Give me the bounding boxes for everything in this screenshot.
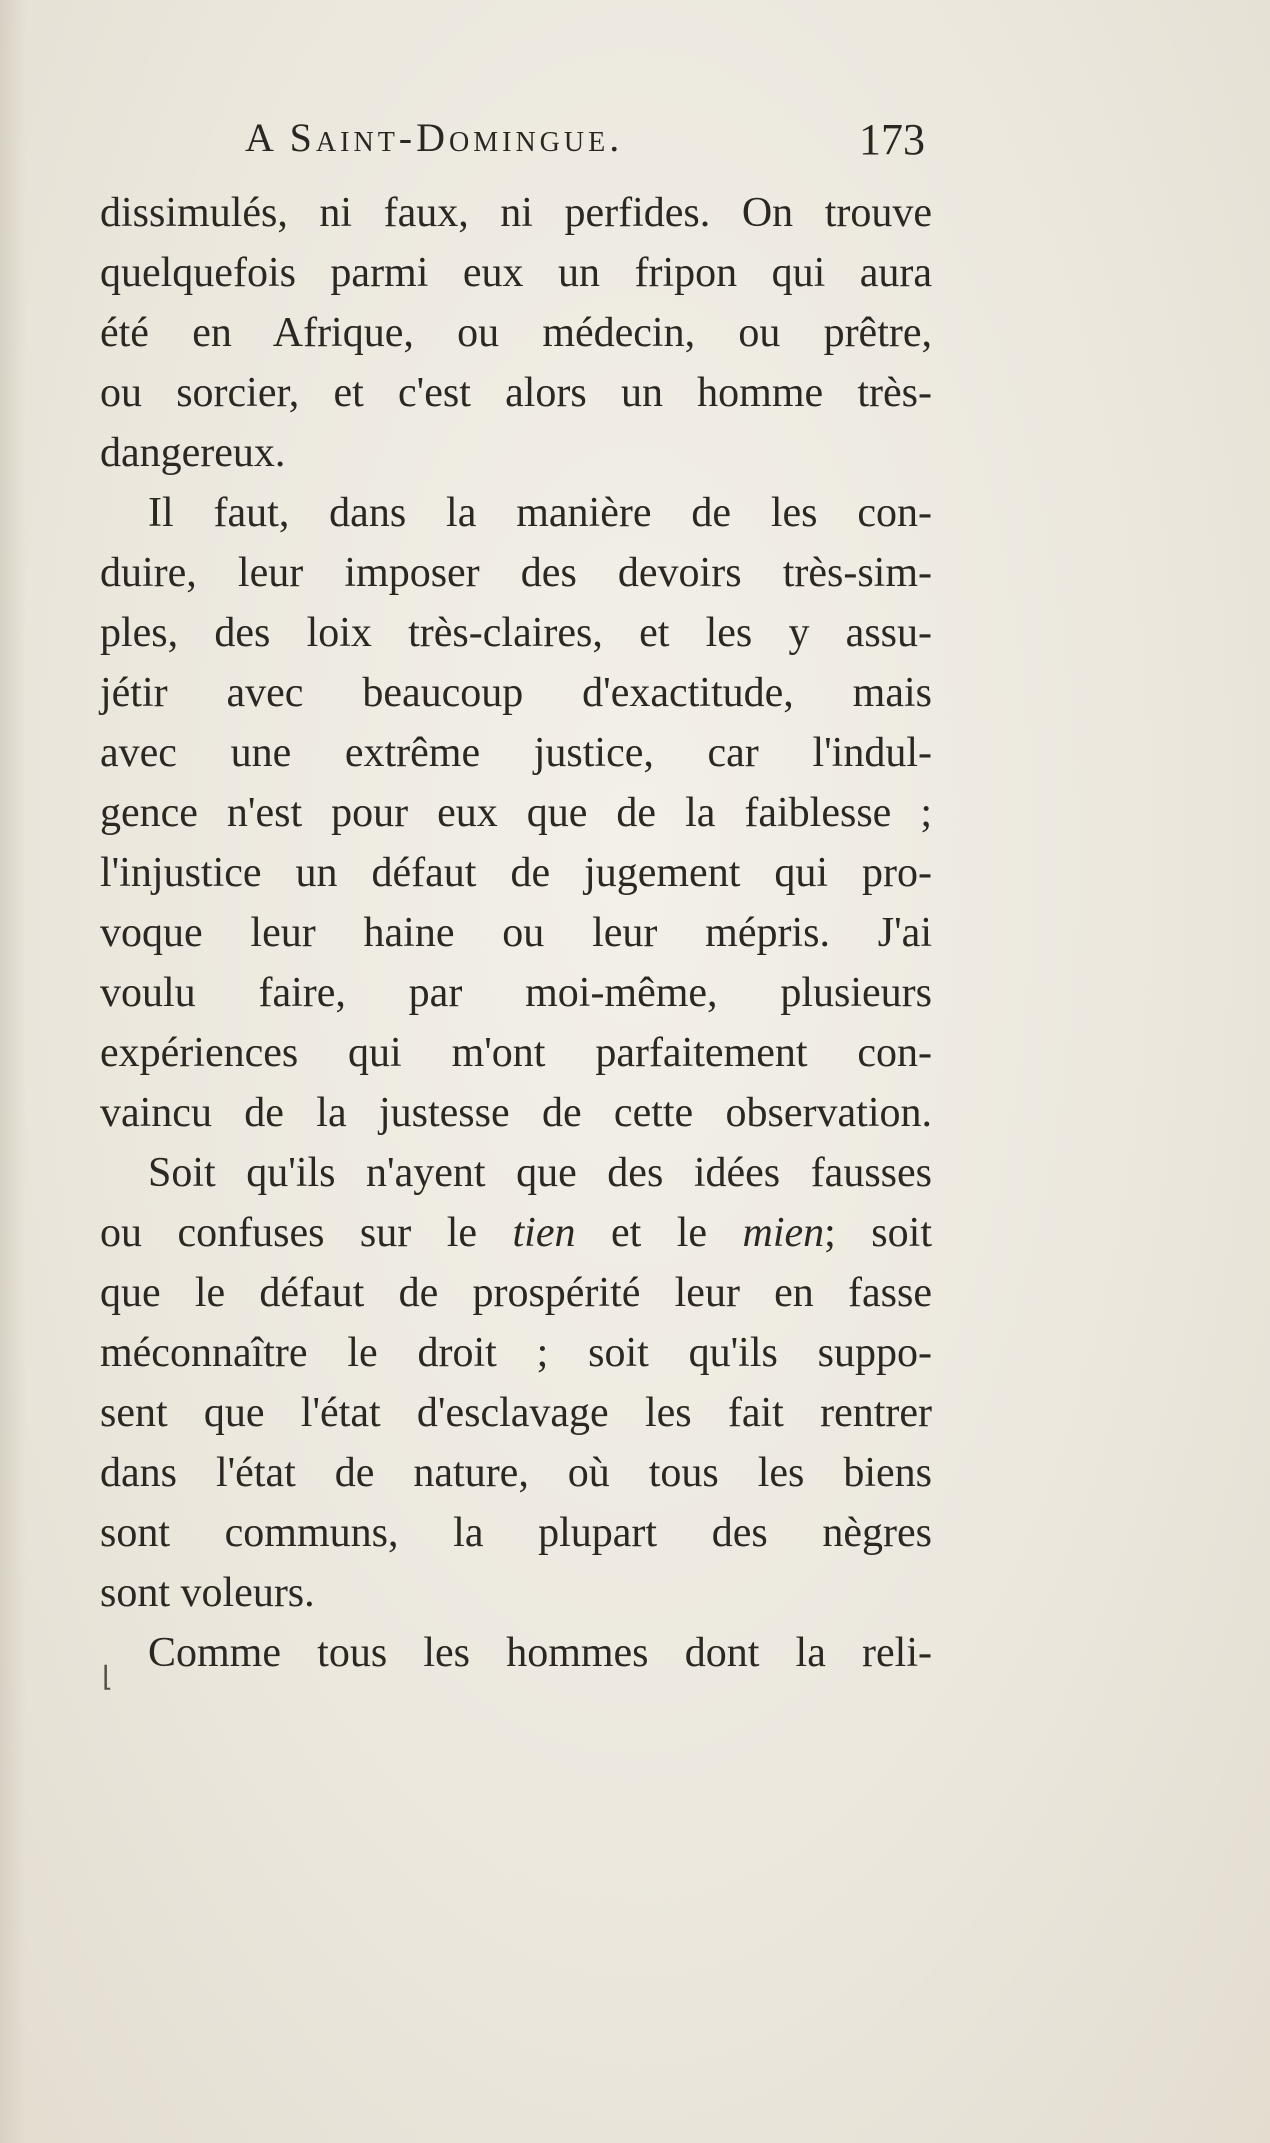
paragraph [100,1143,932,1623]
text-line: voulu faire, par moi-même, plusieurs [100,970,932,1016]
text-line: duire, leur imposer des devoirs très-sim- [100,550,932,596]
italic-word: mien [742,1210,825,1256]
page-number: 173 [859,115,925,164]
text-segment: et le [575,1210,743,1256]
text-line: Il faut, dans la manière de les con- [148,490,932,536]
text-segment: ; soit [824,1210,932,1256]
text-line: été en Afrique, ou médecin, ou prêtre, [100,310,932,356]
text-line [100,1263,932,1323]
page-fold-shadow [0,0,26,2143]
text-segment: sent que l'état d'esclavage les fait rentrer [100,1390,932,1436]
text-segment: sont voleurs. [100,1570,315,1616]
text-line: dangereux. [100,430,286,476]
text-line: quelquefois parmi eux un fripon qui aura [100,250,932,296]
text-line [100,1503,932,1563]
text-line: Comme tous les hommes dont la reli- [148,1630,932,1676]
text-line: jétir avec beaucoup d'exactitude, mais [100,670,932,716]
text-line: ples, des loix très-claires, et les y assu- [100,610,932,656]
text-line: gence n'est pour eux que de la faiblesse ; [100,790,932,836]
text-line [100,1143,932,1203]
text-line: l'injustice un défaut de jugement qui pro- [100,850,932,896]
text-line: vaincu de la justesse de cette observation. [100,1090,932,1136]
running-title: A Saint-Domingue. [245,115,624,160]
text-line [100,1323,932,1383]
text-line: dissimulés, ni faux, ni perfides. On trouve [100,190,932,236]
margin-mark: ⌊ [102,1662,113,1693]
text-line: ou sorcier, et c'est alors un homme très- [100,370,932,416]
italic-word: tien [512,1210,576,1256]
text-segment: que le défaut de prospérité leur en fasse [100,1270,932,1316]
paragraph [100,1623,932,1683]
text-segment: méconnaître le droit ; soit qu'ils suppo- [100,1330,932,1376]
text-line [100,1563,932,1623]
text-line: voque leur haine ou leur mépris. J'ai [100,910,932,956]
text-segment: Soit qu'ils n'ayent que des idées fausses [148,1150,932,1196]
text-line [100,1383,932,1443]
text-line [100,1443,932,1503]
text-segment: dans l'état de nature, où tous les biens [100,1450,932,1496]
text-line: expériences qui m'ont parfaitement con- [100,1030,932,1076]
text-segment: sont communs, la plupart des nègres [100,1510,932,1556]
text-line: avec une extrême justice, car l'indul- [100,730,932,776]
running-header [245,110,925,170]
body-text [100,183,932,1683]
text-segment: ou confuses sur le [100,1210,513,1256]
paragraph [100,483,932,1143]
paragraph [100,183,932,483]
text-line [100,1203,932,1263]
